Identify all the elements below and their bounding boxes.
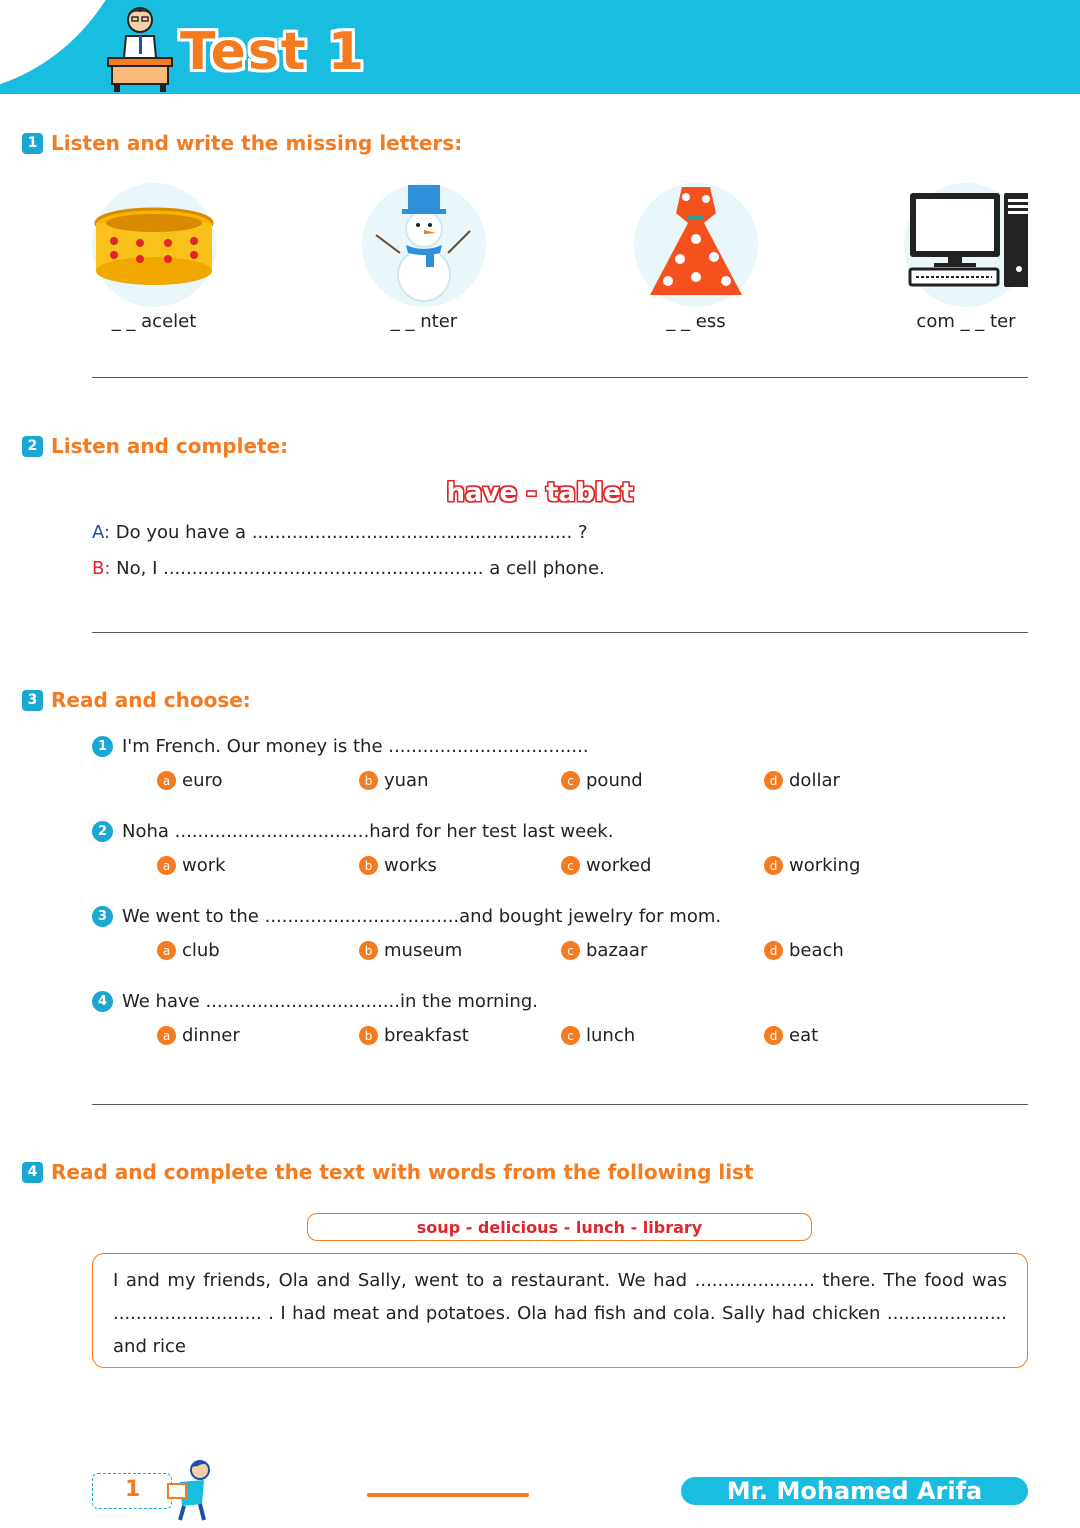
option-letter: b [359,856,378,875]
option[interactable] [359,940,462,961]
section3-title [22,688,251,712]
answer-blank[interactable]: ..................... [886,1303,1007,1324]
footer-line [367,1493,529,1497]
option-text: working [789,855,861,876]
option[interactable] [157,1025,240,1046]
option-letter: b [359,1026,378,1045]
snowman-icon [362,183,486,307]
word-list-box [307,1213,812,1241]
question-2 [92,821,613,842]
option-text: breakfast [384,1025,469,1046]
option[interactable] [157,940,220,961]
speaker-a: A: [92,522,111,543]
section2-number: 2 [22,436,43,457]
answer-blank[interactable]: ..................... [694,1270,815,1291]
option-text: worked [586,855,652,876]
option-letter: d [764,1026,783,1045]
reading-text [113,1264,1007,1363]
section1-heading: Listen and write the missing letters: [51,131,463,155]
bracelet-picture [92,183,216,307]
speaker-b: B: [92,558,111,579]
option-letter: c [561,856,580,875]
question-3 [92,906,721,927]
answer-blank[interactable]: .......................... [113,1303,262,1324]
option-letter: b [359,941,378,960]
option-letter: c [561,941,580,960]
option-letter: c [561,771,580,790]
option[interactable] [157,855,226,876]
option-letter: c [561,1026,580,1045]
option[interactable] [359,855,437,876]
option-letter: a [157,1026,176,1045]
author-name: Mr. Mohamed Arifa [726,1477,983,1505]
author-banner [681,1477,1028,1505]
option[interactable] [764,940,844,961]
option-text: lunch [586,1025,636,1046]
question-text: We went to the [122,906,259,927]
word-list: soup - delicious - lunch - library [416,1217,703,1237]
option-letter: b [359,771,378,790]
dialogue-line-b [92,558,605,579]
dress-picture [634,183,758,307]
answer-blank[interactable]: .................................. [174,821,370,842]
section-divider [92,632,1028,633]
section3-heading: Read and choose: [51,688,251,712]
option-letter: a [157,941,176,960]
computer-icon [904,183,1028,307]
answer-blank[interactable]: .................................. [264,906,460,927]
page-title: Test 1 [180,22,366,82]
question-1 [92,736,589,757]
option-text: bazaar [586,940,648,961]
option-letter: d [764,771,783,790]
section1-title [22,131,462,155]
question-text: and bought jewelry for mom. [459,906,722,927]
section1-number: 1 [22,133,43,154]
dress-icon [634,183,758,307]
text-part: . I had meat and potatoes. Ola had fish and cola. Sally had chicken [261,1303,887,1324]
line-text: a cell phone. [483,558,605,579]
option[interactable] [764,855,860,876]
option-text: work [182,855,226,876]
question-text: I'm French. Our money is the [122,736,383,757]
option[interactable] [359,770,429,791]
option-text: yuan [384,770,429,791]
option-text: dollar [789,770,840,791]
option-text: works [384,855,437,876]
option[interactable] [561,855,651,876]
option[interactable] [561,940,647,961]
answer-blank[interactable]: ........................................................ [163,558,484,579]
text-part: I and my friends, Ola and Sally, went to a restaurant. We had [113,1270,695,1291]
question-number: 3 [92,906,113,927]
option-letter: d [764,856,783,875]
missing-word-2: _ _ nter [390,311,458,332]
question-text: Noha [122,821,169,842]
question-number: 1 [92,736,113,757]
section2-heading: Listen and complete: [51,434,289,458]
missing-word-4: com _ _ ter [916,311,1016,332]
section-divider [92,1104,1028,1105]
option-letter: a [157,856,176,875]
option-text: dinner [182,1025,240,1046]
bracelet-icon [92,183,216,307]
option-text: museum [384,940,463,961]
option[interactable] [561,770,643,791]
section4-title [22,1160,754,1184]
line-text: Do you have a [110,522,252,543]
option-text: club [182,940,220,961]
line-text: ? [572,522,588,543]
missing-word-1: _ _ acelet [111,311,197,332]
option-letter: a [157,771,176,790]
question-text: We have [122,991,200,1012]
word-bank: have - tablet [446,478,634,508]
option-text: beach [789,940,844,961]
answer-blank[interactable]: .................................. [205,991,400,1012]
option[interactable] [157,770,223,791]
option-text: euro [182,770,223,791]
text-part: and rice [113,1336,186,1357]
reading-kid-icon [160,1458,218,1522]
page-number: 1 [125,1477,141,1502]
option[interactable] [359,1025,469,1046]
snowman-picture [362,183,486,307]
option-letter: d [764,941,783,960]
computer-picture [904,183,1028,307]
question-number: 2 [92,821,113,842]
section2-title [22,434,288,458]
option-text: eat [789,1025,819,1046]
answer-blank[interactable]: ........................................................ [251,522,573,543]
section4-number: 4 [22,1162,43,1183]
section-divider [92,377,1028,378]
missing-word-3: _ _ ess [666,311,726,332]
question-text: . [582,736,589,757]
reading-text-box [92,1253,1028,1368]
line-text: No, I [110,558,164,579]
option-text: pound [586,770,643,791]
option[interactable] [764,770,840,791]
answer-blank[interactable]: .................................. [388,736,583,757]
section3-number: 3 [22,690,43,711]
question-4 [92,991,538,1012]
option[interactable] [561,1025,635,1046]
text-part: there. The food was [814,1270,1008,1291]
question-text: in the morning. [400,991,538,1012]
question-text: hard for her test last week. [369,821,614,842]
section4-heading: Read and complete the text with words from the following list [51,1160,754,1184]
option[interactable] [764,1025,818,1046]
question-number: 4 [92,991,113,1012]
dialogue-line-a [92,522,588,543]
student-at-desk-icon [104,2,176,94]
